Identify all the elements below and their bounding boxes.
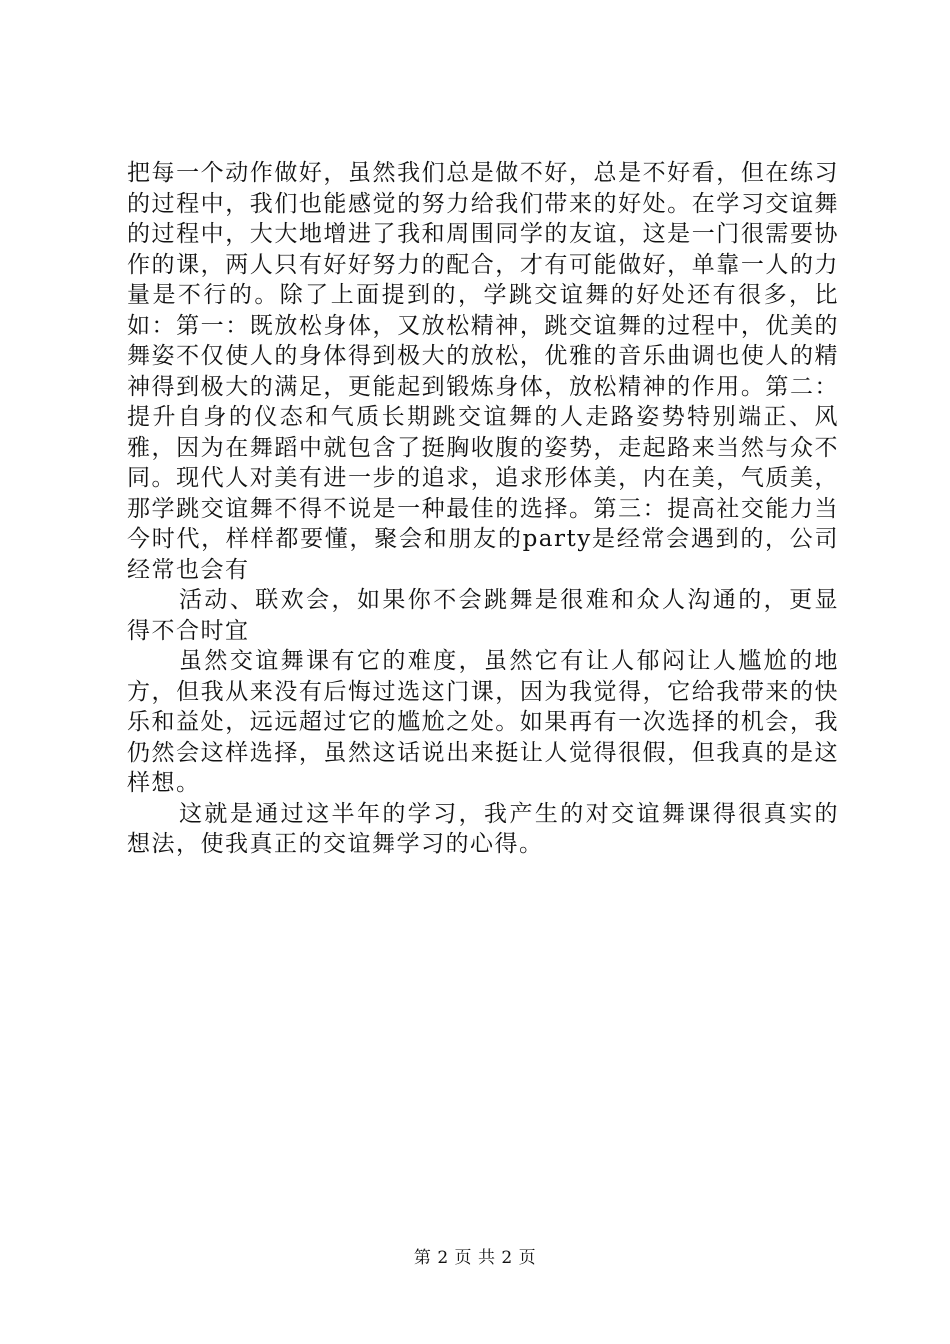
page-number-footer: 第 2 页 共 2 页 bbox=[413, 1248, 537, 1268]
document-body bbox=[127, 158, 839, 860]
paragraph-reflection: 虽然交谊舞课有它的难度，虽然它有让人郁闷让人尴尬的地方，但我从来没有后悔过选这门课，因为我觉得，它给我带来的快乐和益处，远远超过它的尴尬之处。如果再有一次选择的机会，我仍然会这样选择，虽然这话说出来挺让人觉得很假，但我真的是这样想。 bbox=[127, 648, 839, 796]
paragraph-conclusion: 这就是通过这半年的学习，我产生的对交谊舞课得很真实的想法，使我真正的交谊舞学习的心得。 bbox=[127, 800, 839, 857]
paragraph-continued: 把每一个动作做好，虽然我们总是做不好，总是不好看，但在练习的过程中，我们也能感觉的努力给我们带来的好处。在学习交谊舞的过程中，大大地增进了我和周围同学的友谊，这是一门很需要协作的课，两人只有好好努力的配合，才有可能做好，单靠一人的力量是不行的。除了上面提到的，学跳交谊舞的好处还有很多，比如：第一：既放松身体，又放松精神，跳交谊舞的过程中，优美的舞姿不仅使人的身体得到极大的放松，优雅的音乐曲调也使人的精神得到极大的满足，更能起到锻炼身体，放松精神的作用。第二：提升自身的仪态和气质长期跳交谊舞的人走路姿势特别端正、风雅，因为在舞蹈中就包含了挺胸收腹的姿势，走起路来当然与众不同。现代人对美有进一步的追求，追求形体美，内在美，气质美，那学跳交谊舞不得不说是一种最佳的选择。第三：提高社交能力当今时代，样样都要懂，聚会和朋友的party是经常会遇到的，公司经常也会有 bbox=[127, 160, 839, 583]
paragraph-activities: 活动、联欢会，如果你不会跳舞是很难和众人沟通的，更显得不合时宜 bbox=[127, 587, 839, 644]
